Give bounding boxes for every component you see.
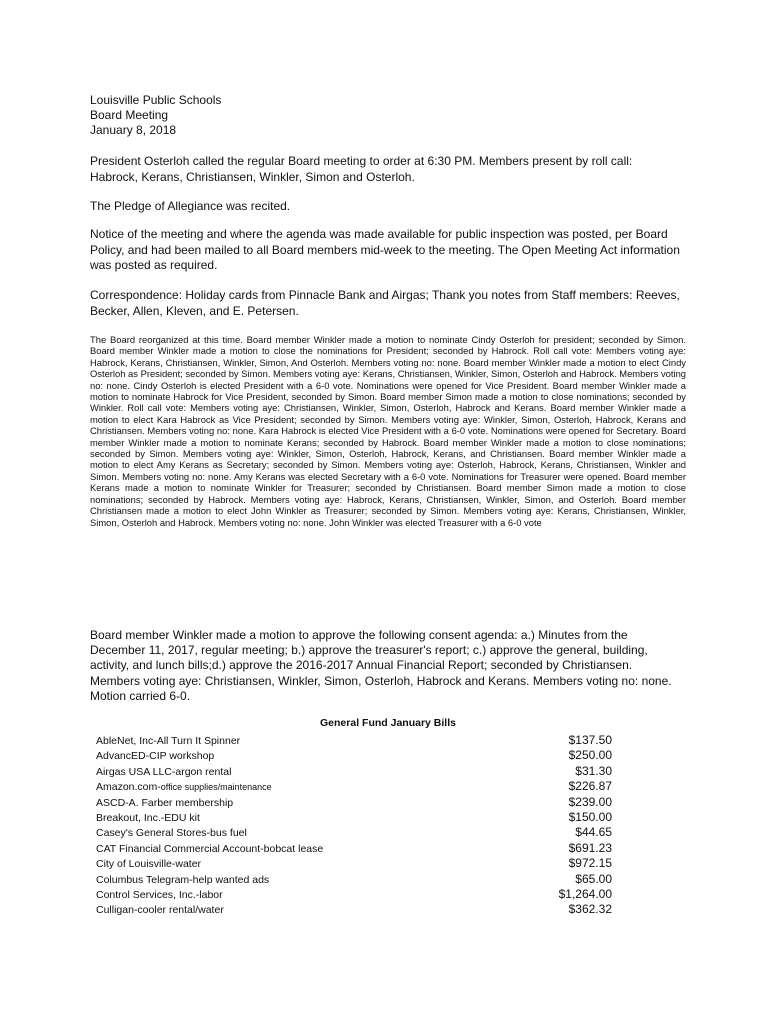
organization-name: Louisville Public Schools: [90, 93, 222, 107]
bill-amount: $691.23: [568, 840, 612, 855]
table-row: [96, 795, 612, 810]
table-row: [96, 764, 612, 779]
pledge-paragraph: The Pledge of Allegiance was recited.: [90, 199, 291, 213]
bill-vendor: Breakout, Inc.-EDU kit: [96, 811, 200, 824]
table-row: [96, 872, 612, 887]
bill-vendor: Control Services, Inc.-labor: [96, 888, 223, 901]
meeting-type: Board Meeting: [90, 108, 169, 122]
bill-vendor-name: Amazon.com-: [96, 781, 161, 794]
table-row: [96, 841, 612, 856]
bill-vendor: Culligan-cooler rental/water: [96, 904, 224, 917]
bill-vendor: ASCD-A. Farber membership: [96, 796, 234, 809]
bills-table-title: General Fund January Bills: [320, 717, 456, 729]
bill-vendor: [96, 781, 272, 793]
bill-amount: $226.87: [568, 779, 612, 794]
table-row: [96, 748, 612, 763]
bill-vendor: CAT Financial Commercial Account-bobcat lease: [96, 842, 324, 855]
consent-agenda-paragraph: Board member Winkler made a motion to approve the following consent agenda: a.) Minutes from the December 11, 2017, regular meeting; b.) approve the treasurer's report; c.) approve the general, building, activity, and lunch bills;d.) approve the 2016-2017 Annual Financial Report; seconded by Christiansen. Members voting aye: Christiansen, Winkler, Simon, Osterloh, Habrock and Kerans. Members voting no: none. Motion carried 6-0.: [90, 628, 672, 703]
bill-amount: $137.50: [568, 733, 612, 747]
bill-amount: $362.32: [568, 902, 612, 917]
table-row: [96, 733, 612, 748]
notice-paragraph: Notice of the meeting and where the agenda was made available for public inspection was posted, per Board Policy, and had been mailed to all Board members mid-week to the meeting. The Open Meeting Act information was posted as required.: [90, 227, 680, 272]
bill-amount: $250.00: [568, 748, 612, 763]
document-header: [90, 93, 221, 138]
bill-vendor-note: office supplies/maintenance: [160, 782, 272, 793]
bill-amount: $44.65: [575, 825, 612, 840]
bill-amount: $972.15: [568, 856, 612, 871]
bill-amount: $150.00: [568, 809, 612, 824]
bill-amount: $31.30: [575, 763, 612, 778]
call-to-order-paragraph: President Osterloh called the regular Board meeting to order at 6:30 PM. Members present by roll call: Habrock, Kerans, Christiansen, Winkler, Simon and Osterloh.: [90, 154, 633, 184]
table-row: [96, 887, 612, 902]
bill-vendor: Columbus Telegram-help wanted ads: [96, 873, 270, 886]
bill-vendor: City of Louisville-water: [96, 858, 202, 871]
meeting-date: January 8, 2018: [90, 123, 177, 137]
bill-vendor: AdvancED-CIP workshop: [96, 750, 215, 763]
reorganization-paragraph: The Board reorganized at this time. Board member Winkler made a motion to nominate Cindy Osterloh for president; seconded by Simon. Board member Winkler made a motion to close the nominations for President; seconded by Habrock. Roll call vote: Members voting aye: Habrock, Kerans, Christiansen, Winkler, Simon, And Osterloh. Members voting no: none. Board member Winkler made a motion to elect Cindy Osterloh as President; seconded by Simon. Members voting aye: Kerans, Christiansen, Winkler, Simon, Osterloh and Habrock. Members voting no: none. Cindy Osterloh is elected President with a 6-0 vote. Nominations were opened for Vice President. Board member Winkler made a motion to nominate Habrock for Vice President, seconded by Simon. Board member Simon made a motion to close nominations; seconded by Winkler. Roll call vote: Members voting aye: Christiansen, Winkler, Simon, Osterloh, Habrock and Kerans. Board member Winkler made a motion to elect Kara Habrock as Vice President; seconded by Simon. Members voting aye: Winkler, Simon, Osterloh, Habrock, Kerans and Christiansen. Members voting no: none. Kara Habrock is elected Vice President with a 6-0 vote. Nominations were opened for Secretary. Board member Winkler made a motion to nominate Kerans; seconded by Habrock. Board member Winkler made a motion to close nominations; seconded by Simon. Members voting aye: Winkler, Simon, Osterloh, Habrock, Kerans, and Christiansen. Board member Winkler made a motion to elect Amy Kerans as Secretary; seconded by Simon. Members voting aye: Osterloh, Habrock, Kerans, Christiansen, Winkler and Simon. Members voting no: none. Amy Kerans was elected Secretary with a 6-0 vote. Nominations for Treasurer were opened. Board member Kerans made a motion to nominate Winkler for Treasurer; seconded by Christiansen. Board member Simon made a motion to close nominations; seconded by Habrock. Members voting aye: Habrock, Kerans, Christiansen, Winkler, Simon, and Osterloh. Board member Christiansen made a motion to elect John Winkler as Treasurer; seconded by Simon. Members voting aye: Kerans, Christiansen, Winkler, Simon, Osterloh and Habrock. Members voting no: none. John Winkler was elected Treasurer with a 6-0 vote: [90, 334, 686, 528]
table-row: [96, 810, 612, 825]
bills-table: [96, 733, 612, 918]
correspondence-paragraph: Correspondence: Holiday cards from Pinnacle Bank and Airgas; Thank you notes from Staff members: Reeves, Becker, Allen, Kleven, and E. Petersen.: [90, 288, 680, 318]
bill-amount: $65.00: [575, 871, 612, 886]
bill-vendor: Casey's General Stores-bus fuel: [96, 827, 247, 840]
table-row: [96, 825, 612, 840]
bill-amount: $1,264.00: [558, 886, 612, 901]
bill-vendor: AbleNet, Inc-All Turn It Spinner: [96, 735, 241, 747]
table-row: [96, 856, 612, 871]
table-row: [96, 779, 612, 794]
bill-amount: $239.00: [568, 794, 612, 809]
table-row: [96, 902, 612, 917]
bill-vendor: Airgas USA LLC-argon rental: [96, 765, 232, 778]
